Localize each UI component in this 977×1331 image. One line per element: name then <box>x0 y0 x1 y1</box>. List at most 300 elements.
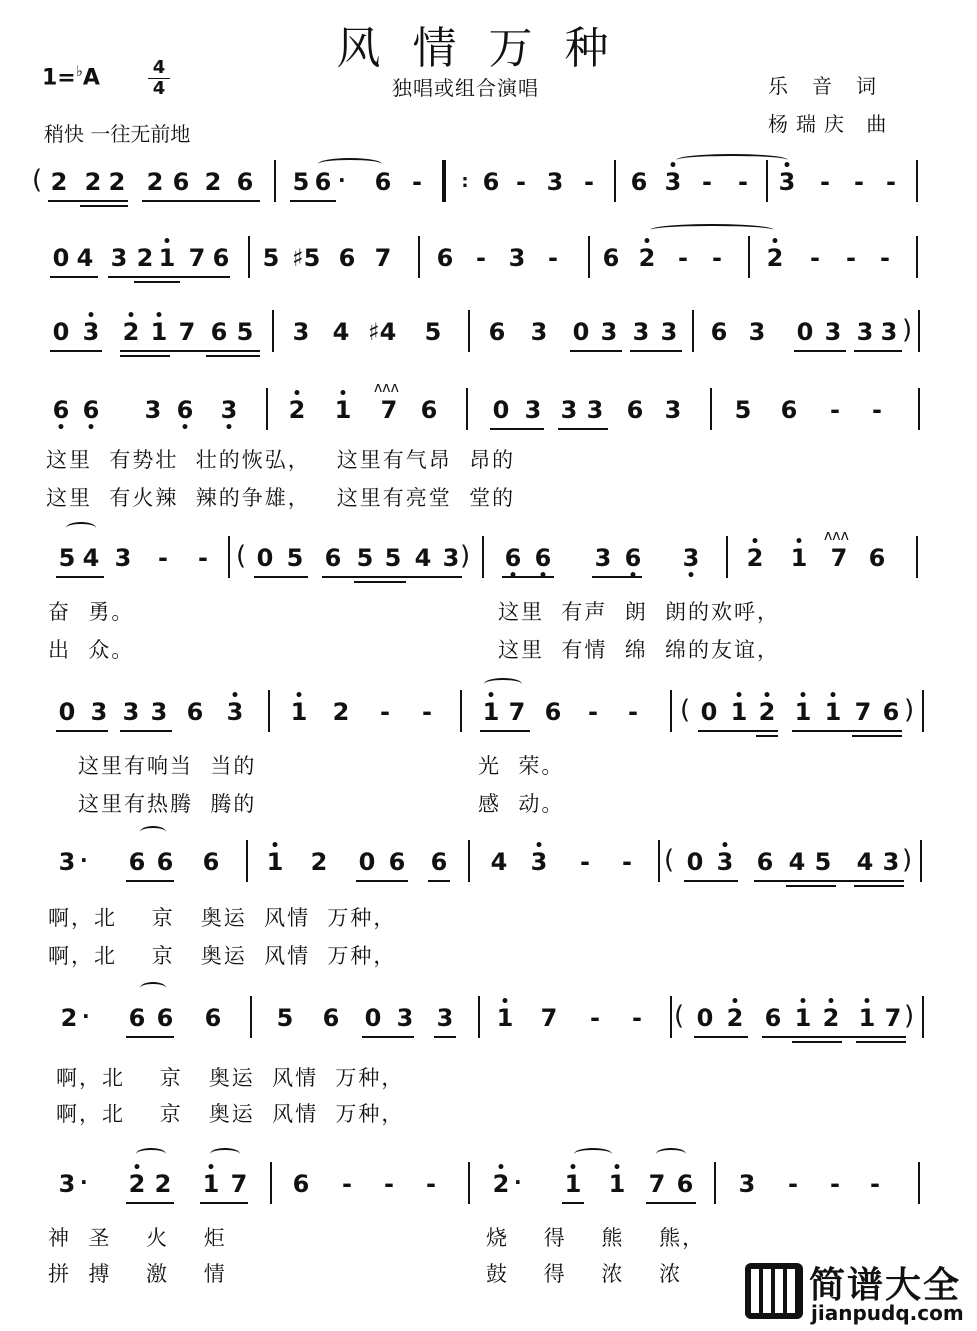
note: 2 <box>332 698 350 726</box>
beam-underline <box>108 276 230 278</box>
note: 7 <box>230 1170 248 1198</box>
barline <box>588 236 590 278</box>
lyric-verse1: 这里有响当 当的 <box>78 754 257 778</box>
beam-underline <box>126 880 174 882</box>
note: • 1 <box>154 244 180 272</box>
note: 7 <box>648 1170 666 1198</box>
barline <box>714 1162 716 1204</box>
beam-underline <box>570 350 622 352</box>
note: 0 <box>492 396 510 424</box>
note: 3 <box>594 544 612 572</box>
note: 5 <box>286 544 304 572</box>
note: - <box>342 1170 352 1198</box>
note: 6 <box>210 318 228 346</box>
tie <box>676 154 788 166</box>
note: 6 • <box>48 396 74 424</box>
note: - <box>854 168 864 196</box>
beam-underline <box>762 1036 906 1038</box>
note: 2 <box>50 168 68 196</box>
note: 3 <box>738 1170 756 1198</box>
note: - <box>412 168 422 196</box>
note: - <box>422 698 432 726</box>
note: 3 <box>882 848 900 876</box>
note: 5 <box>292 168 310 196</box>
note: - <box>788 1170 798 1198</box>
note: 6 <box>756 848 774 876</box>
music-row-9 <box>0 1156 977 1216</box>
note: 0 <box>52 244 70 272</box>
note: 0 <box>686 848 704 876</box>
barline <box>918 1162 920 1204</box>
paren-close: ) <box>460 541 471 571</box>
barline <box>726 536 728 578</box>
note: 3 <box>664 396 682 424</box>
lyric-verse1: 神 圣 火 炬 <box>48 1226 227 1250</box>
note: 3 <box>824 318 842 346</box>
beam-underline <box>856 1041 906 1043</box>
note: 3 <box>880 318 898 346</box>
note: • 2 <box>634 244 660 272</box>
note: 3 <box>110 244 128 272</box>
note: 3 <box>586 396 604 424</box>
note: 6 <box>710 318 728 346</box>
barline <box>482 536 484 578</box>
beam-underline <box>80 205 128 207</box>
note: 3 <box>436 1004 454 1032</box>
note: 4 <box>76 244 94 272</box>
beam-underline <box>792 1041 842 1043</box>
note: 3 <box>856 318 874 346</box>
note: 3 <box>122 698 140 726</box>
barline <box>274 160 276 202</box>
note: 3 • <box>216 396 242 424</box>
note: 7 <box>508 698 526 726</box>
note: • 1 <box>560 1170 586 1198</box>
note: 0 <box>52 318 70 346</box>
beam-underline <box>362 1036 414 1038</box>
beam-underline <box>562 1202 584 1204</box>
note: 3 <box>524 396 542 424</box>
barline <box>250 996 252 1038</box>
note: 7 <box>178 318 196 346</box>
note: 4 <box>332 318 350 346</box>
note: 6 <box>128 1004 146 1032</box>
note: 0 <box>700 698 718 726</box>
barline <box>246 840 248 882</box>
lyric-verse1: 奋 勇。 <box>48 600 135 624</box>
note: • 1 <box>790 1004 816 1032</box>
beam-underline <box>126 1202 174 1204</box>
note: 5 <box>384 544 402 572</box>
beam-underline <box>854 885 904 887</box>
note: 2 <box>108 168 126 196</box>
note: • 1 <box>146 318 172 346</box>
paren-open: ( <box>664 845 675 875</box>
note: • 1 <box>854 1004 880 1032</box>
note: • 2 <box>818 1004 844 1032</box>
music-row-2 <box>0 230 977 290</box>
note: 2 <box>60 1004 78 1032</box>
note: 6 <box>204 1004 222 1032</box>
note: 5 <box>58 544 76 572</box>
note: - <box>622 848 632 876</box>
beam-underline <box>56 730 108 732</box>
note: • 1 <box>820 698 846 726</box>
beam-underline <box>134 281 180 283</box>
note: 0 <box>256 544 274 572</box>
beam-underline <box>694 1036 748 1038</box>
note: 2 <box>146 168 164 196</box>
note: - <box>426 1170 436 1198</box>
paren-open: ( <box>674 1001 685 1031</box>
barline <box>918 310 920 352</box>
beam-underline <box>434 1036 456 1038</box>
note: 3 <box>114 544 132 572</box>
note: 7 <box>854 698 872 726</box>
beam-underline <box>684 880 738 882</box>
note: 5 <box>814 848 832 876</box>
performance-note: 独唱或组合演唱 <box>392 76 539 100</box>
note: - <box>886 168 896 196</box>
note: • 1 <box>478 698 504 726</box>
paren-open: ( <box>32 165 43 195</box>
barline <box>766 160 768 202</box>
piano-keys-icon <box>745 1263 803 1319</box>
note: 2 <box>204 168 222 196</box>
note: 3 <box>58 848 76 876</box>
slur <box>574 1148 612 1160</box>
lyric-verse2: 拼 搏 激 情 <box>48 1262 227 1286</box>
note: • 2 <box>722 1004 748 1032</box>
note: 3 <box>530 318 548 346</box>
note: - <box>632 1004 642 1032</box>
note: 5 <box>262 244 280 272</box>
note: 3 <box>600 318 618 346</box>
note: 6 <box>544 698 562 726</box>
beam-underline <box>56 576 104 578</box>
note: 2 <box>310 848 328 876</box>
note: 4 <box>490 848 508 876</box>
barline <box>460 690 462 732</box>
beam-underline <box>854 350 902 352</box>
note: - <box>476 244 486 272</box>
note: 3 <box>396 1004 414 1032</box>
beam-underline <box>126 1036 174 1038</box>
augmentation-dot: · <box>80 1170 88 1194</box>
note: • 1 <box>262 848 288 876</box>
beam-underline <box>502 576 554 578</box>
note: 6 <box>186 698 204 726</box>
lyric-verse1: 烧 得 熊 熊， <box>486 1226 706 1250</box>
beam-underline <box>120 355 170 357</box>
note: • 1 <box>492 1004 518 1032</box>
barline <box>614 160 616 202</box>
lyric-verse2: 出 众。 <box>48 638 135 662</box>
note: ♯4 <box>368 318 397 346</box>
note: - <box>678 244 688 272</box>
repeat-barline <box>442 160 446 202</box>
barline <box>916 536 918 578</box>
note: 5 <box>424 318 442 346</box>
note: 6 <box>128 848 146 876</box>
note: - <box>580 848 590 876</box>
beam-underline <box>356 880 408 882</box>
composer-credit: 杨瑞庆 曲 <box>768 112 895 136</box>
note: 6 <box>780 396 798 424</box>
note: 0 <box>572 318 590 346</box>
note: • 3 <box>712 848 738 876</box>
note: - <box>872 396 882 424</box>
note: 3 <box>546 168 564 196</box>
beam-underline <box>558 428 608 430</box>
note: - <box>198 544 208 572</box>
note: 6 • <box>530 544 556 572</box>
note: 3 <box>150 698 168 726</box>
note: 3 <box>442 544 460 572</box>
barline <box>270 1162 272 1204</box>
note: • 1 <box>726 698 752 726</box>
note: 4 <box>788 848 806 876</box>
key-signature: 1=♭A <box>42 62 100 91</box>
barline <box>468 1162 470 1204</box>
barline <box>468 310 470 352</box>
lyric-verse2: 这里 有火辣 辣的争雄， 这里有亮堂 堂的 <box>46 486 516 510</box>
barline <box>920 840 922 882</box>
music-row-6 <box>0 684 977 744</box>
note: 7 <box>374 244 392 272</box>
note: 6 • <box>620 544 646 572</box>
paren-open: ( <box>680 695 691 725</box>
note: • 2 <box>118 318 144 346</box>
note: 2 <box>154 1170 172 1198</box>
slur <box>484 678 522 690</box>
lyric-verse2: 感 动。 <box>478 792 565 816</box>
note: - <box>516 168 526 196</box>
paren-close: ) <box>904 1001 915 1031</box>
slur <box>656 1148 686 1160</box>
lyric-verse1: 啊，北 京 奥运 风情 万种， <box>56 1066 405 1090</box>
note: - <box>870 1170 880 1198</box>
beam-underline <box>48 200 128 202</box>
beam-underline <box>786 885 836 887</box>
barline <box>692 310 694 352</box>
note: 6 <box>338 244 356 272</box>
note: • 3 <box>660 168 686 196</box>
note: 6 <box>626 396 644 424</box>
lyric-verse2: 啊，北 京 奥运 风情 万种， <box>56 1102 405 1126</box>
note: • 2 <box>124 1170 150 1198</box>
note: 6 <box>764 1004 782 1032</box>
note: 0 <box>358 848 376 876</box>
beam-underline <box>206 355 260 357</box>
music-row-8 <box>0 990 977 1050</box>
music-row-4: 6 • 6 • 3 6 • 3 • • 2 • 1 7 6 ʌʌʌ 0 3 3 3 6 3 5 6 - - <box>0 382 977 442</box>
note: 6 <box>430 848 448 876</box>
lyric-verse1: 这里 有声 朗 朗的欢呼， <box>498 600 781 624</box>
beam-underline <box>592 576 642 578</box>
note: 6 <box>868 544 886 572</box>
beam-underline <box>50 350 102 352</box>
note: 6 <box>676 1170 694 1198</box>
tie <box>650 224 774 236</box>
note: 6 <box>202 848 220 876</box>
music-row-5: 5 4 3 - - ( 0 5 6 5 5 4 3 ) 6 • 6 • 3 6 • 3 • • 2 • 1 7 6 ʌʌʌ <box>0 530 977 590</box>
music-row-3 <box>0 304 977 364</box>
beam-underline <box>852 735 902 737</box>
barline <box>916 236 918 278</box>
note: • 2 <box>754 698 780 726</box>
note: 5 <box>236 318 254 346</box>
tempo-marking: 稍快 一往无前地 <box>44 122 191 146</box>
beam-underline <box>428 880 450 882</box>
note: 6 <box>388 848 406 876</box>
song-title: 风情万种 <box>336 23 641 74</box>
note: - <box>830 1170 840 1198</box>
note: 5 <box>276 1004 294 1032</box>
site-logo <box>745 1257 971 1327</box>
note: - <box>548 244 558 272</box>
beam-underline <box>792 730 902 732</box>
lyric-verse1: 这里 有势壮 壮的恢弘， 这里有气昂 昂的 <box>46 448 516 472</box>
note: 3 <box>560 396 578 424</box>
note: - <box>158 544 168 572</box>
augmentation-dot: · <box>514 1170 522 1194</box>
note: 4 <box>856 848 874 876</box>
note: 3 <box>632 318 650 346</box>
note: 6 <box>374 168 392 196</box>
music-row-7 <box>0 834 977 894</box>
beam-underline <box>322 576 462 578</box>
note: - <box>702 168 712 196</box>
beam-underline <box>630 350 682 352</box>
note: • 1 <box>786 544 812 572</box>
paren-close: ) <box>904 695 915 725</box>
note: 2 <box>84 168 102 196</box>
note: - <box>712 244 722 272</box>
logo-name: 简谱大全 <box>809 1265 962 1306</box>
beam-underline <box>646 1202 696 1204</box>
barline <box>248 236 250 278</box>
beam-underline <box>290 200 336 202</box>
lyric-verse1: 啊，北 京 奥运 风情 万种， <box>48 906 397 930</box>
beam-underline <box>754 880 904 882</box>
note: - <box>830 396 840 424</box>
note: 6 <box>156 848 174 876</box>
note: : <box>461 171 469 192</box>
time-signature-top: 4 <box>152 57 166 78</box>
slur <box>318 158 382 170</box>
note: 6 <box>436 244 454 272</box>
note: - <box>846 244 856 272</box>
note: 6 <box>482 168 500 196</box>
note: 6 <box>314 168 332 196</box>
note: • 2 <box>284 396 310 424</box>
beam-underline <box>794 350 846 352</box>
note: • 3 <box>222 698 248 726</box>
barline <box>916 160 918 202</box>
barline <box>670 690 672 732</box>
note: • 1 <box>790 698 816 726</box>
beam-underline <box>480 730 530 732</box>
note: 6 • <box>500 544 526 572</box>
note: 5 <box>356 544 374 572</box>
barline <box>710 388 712 430</box>
fermata <box>66 522 96 534</box>
note: - <box>738 168 748 196</box>
slur <box>136 1148 166 1160</box>
note: 3 <box>292 318 310 346</box>
fermata <box>140 826 166 838</box>
barline <box>268 690 270 732</box>
barline <box>748 236 750 278</box>
note: • 1 <box>198 1170 224 1198</box>
music-row-1 <box>0 154 977 214</box>
note: • 2 <box>762 244 788 272</box>
beam-underline <box>200 1202 248 1204</box>
note: 6 <box>172 168 190 196</box>
note: 3 <box>90 698 108 726</box>
logo-url: jianpudq.com <box>811 1301 964 1325</box>
beam-underline <box>354 581 406 583</box>
beam-underline <box>120 730 172 732</box>
lyric-verse2: 啊，北 京 奥运 风情 万种， <box>48 944 397 968</box>
note: 6 <box>882 698 900 726</box>
lyric-verse2: 这里 有情 绵 绵的友谊， <box>498 638 781 662</box>
barline <box>418 236 420 278</box>
note: 6 <box>212 244 230 272</box>
note: 3 <box>144 396 162 424</box>
note: 4 <box>82 544 100 572</box>
augmentation-dot: · <box>338 168 346 192</box>
note: - <box>588 698 598 726</box>
note: • 3 <box>78 318 104 346</box>
note: • 1 <box>330 396 356 424</box>
note: 3 • <box>678 544 704 572</box>
barline <box>272 310 274 352</box>
barline <box>478 996 480 1038</box>
note: 7 <box>884 1004 902 1032</box>
beam-underline <box>254 576 308 578</box>
beam-underline <box>142 200 260 202</box>
barline <box>468 840 470 882</box>
note: 6 <box>488 318 506 346</box>
note: 7 <box>830 544 848 572</box>
lyric-verse2: 这里有热腾 腾的 <box>78 792 257 816</box>
paren-open: ( <box>236 541 247 571</box>
beam-underline <box>120 350 260 352</box>
note: 3 <box>508 244 526 272</box>
note: • 3 <box>774 168 800 196</box>
note: • 1 <box>286 698 312 726</box>
note: 0 <box>58 698 76 726</box>
beam-underline <box>698 730 778 732</box>
note: 6 • <box>78 396 104 424</box>
note: - <box>810 244 820 272</box>
beam-underline <box>490 428 544 430</box>
note: 0 <box>696 1004 714 1032</box>
barline <box>266 388 268 430</box>
barline <box>918 388 920 430</box>
note: 3 <box>58 1170 76 1198</box>
note: 6 <box>292 1170 310 1198</box>
note: 7 <box>188 244 206 272</box>
note: - <box>590 1004 600 1032</box>
note: 5 <box>734 396 752 424</box>
note: • 3 <box>526 848 552 876</box>
paren-close: ) <box>902 315 913 345</box>
slur <box>210 1148 240 1160</box>
note: 3 <box>660 318 678 346</box>
